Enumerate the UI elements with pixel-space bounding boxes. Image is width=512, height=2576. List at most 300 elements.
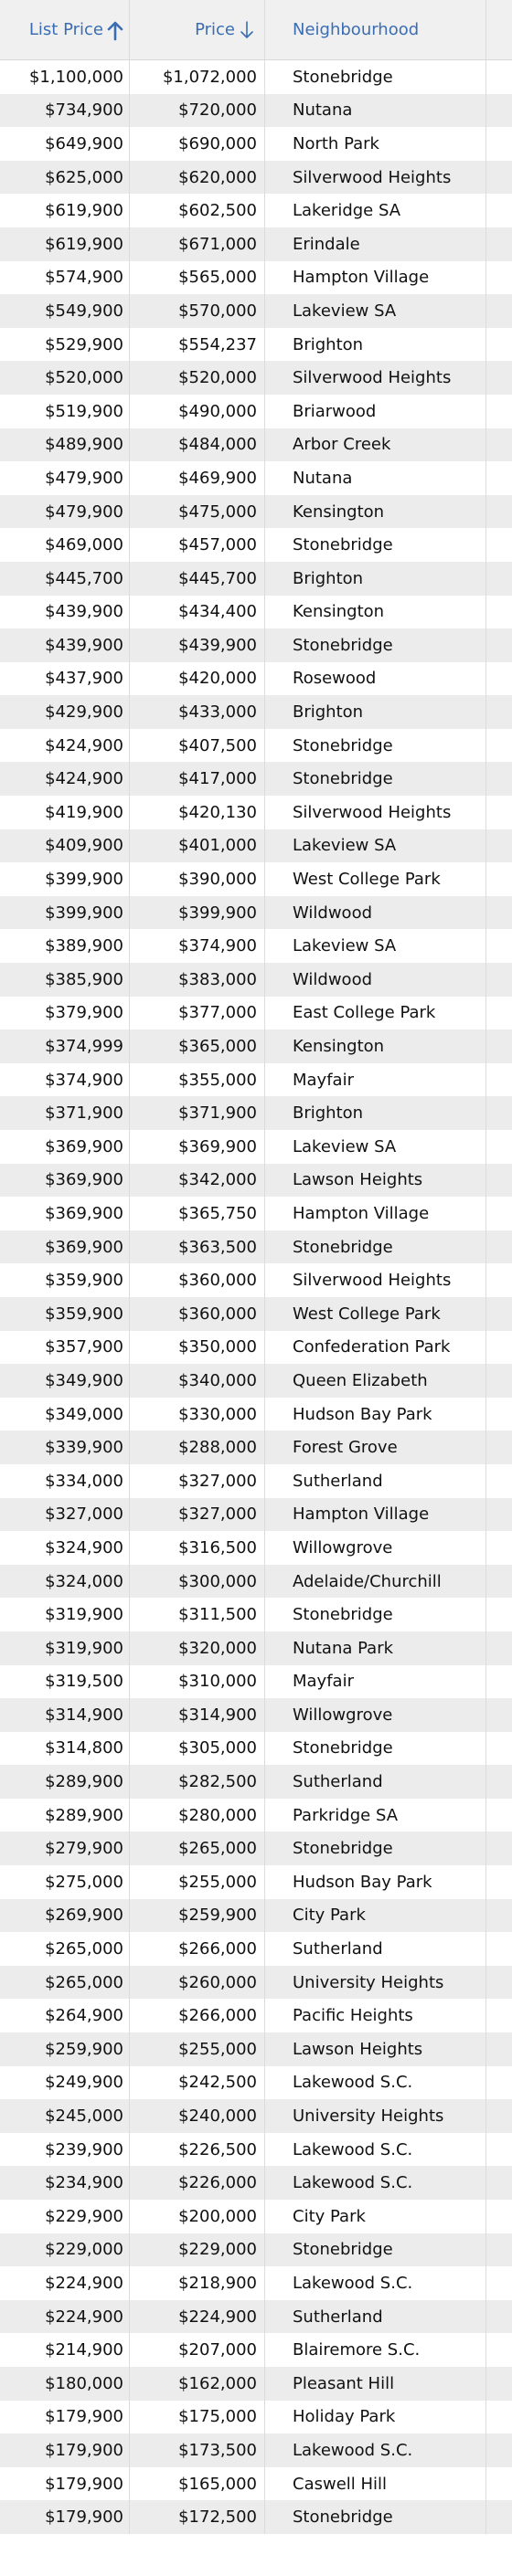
neighbourhood-cell: Sutherland xyxy=(265,1765,486,1799)
price-cell: $288,000 xyxy=(130,1431,265,1464)
extra-cell xyxy=(486,2266,512,2300)
extra-cell xyxy=(486,395,512,428)
extra-cell xyxy=(486,261,512,295)
list-price-cell: $399,900 xyxy=(0,896,130,930)
extra-cell xyxy=(486,1598,512,1631)
extra-cell xyxy=(486,194,512,227)
extra-cell xyxy=(486,328,512,362)
table-row[interactable] xyxy=(0,428,512,462)
table-row[interactable] xyxy=(0,2266,512,2300)
table-row[interactable] xyxy=(0,1999,512,2032)
extra-cell xyxy=(486,1029,512,1063)
list-price-cell: $520,000 xyxy=(0,361,130,395)
table-row[interactable] xyxy=(0,1932,512,1966)
extra-cell xyxy=(486,1230,512,1264)
list-price-cell: $324,900 xyxy=(0,1531,130,1565)
neighbourhood-cell: Queen Elizabeth xyxy=(265,1364,486,1398)
extra-cell xyxy=(486,829,512,863)
extra-cell xyxy=(486,2166,512,2200)
arrow-up-icon xyxy=(105,19,125,41)
neighbourhood-cell: Pacific Heights xyxy=(265,1999,486,2032)
price-cell: $420,000 xyxy=(130,662,265,696)
extra-cell xyxy=(486,997,512,1030)
price-cell: $390,000 xyxy=(130,862,265,896)
price-cell: $173,500 xyxy=(130,2433,265,2467)
neighbourhood-cell: Lakewood S.C. xyxy=(265,2266,486,2300)
list-price-cell: $424,900 xyxy=(0,762,130,796)
extra-cell xyxy=(486,796,512,829)
table-row[interactable] xyxy=(0,796,512,829)
neighbourhood-cell: Holiday Park xyxy=(265,2401,486,2434)
table-row[interactable] xyxy=(0,695,512,729)
table-row[interactable] xyxy=(0,94,512,128)
price-cell: $407,500 xyxy=(130,729,265,763)
price-cell: $371,900 xyxy=(130,1096,265,1130)
neighbourhood-cell: Hampton Village xyxy=(265,261,486,295)
table-row[interactable] xyxy=(0,1765,512,1799)
neighbourhood-cell: West College Park xyxy=(265,1297,486,1331)
extra-cell xyxy=(486,1164,512,1198)
extra-cell xyxy=(486,1464,512,1498)
extra-cell xyxy=(486,1865,512,1899)
table-row[interactable] xyxy=(0,929,512,963)
table-row[interactable] xyxy=(0,261,512,295)
price-cell: $520,000 xyxy=(130,361,265,395)
table-row[interactable] xyxy=(0,896,512,930)
price-cell: $401,000 xyxy=(130,829,265,863)
neighbourhood-cell: Stonebridge xyxy=(265,60,486,94)
list-price-cell: $264,900 xyxy=(0,1999,130,2032)
price-cell: $266,000 xyxy=(130,1999,265,2032)
price-cell: $282,500 xyxy=(130,1765,265,1799)
neighbourhood-cell: Rosewood xyxy=(265,662,486,696)
neighbourhood-cell: Silverwood Heights xyxy=(265,361,486,395)
extra-cell xyxy=(486,2333,512,2367)
price-cell: $383,000 xyxy=(130,963,265,997)
extra-cell xyxy=(486,929,512,963)
extra-cell xyxy=(486,1799,512,1832)
extra-cell xyxy=(486,2032,512,2066)
list-price-cell: $359,900 xyxy=(0,1297,130,1331)
neighbourhood-cell: Lakewood S.C. xyxy=(265,2166,486,2200)
table-row[interactable] xyxy=(0,2166,512,2200)
table-row[interactable] xyxy=(0,1498,512,1532)
list-price-cell: $314,800 xyxy=(0,1732,130,1766)
list-price-cell: $319,900 xyxy=(0,1598,130,1631)
table-row[interactable] xyxy=(0,1732,512,1766)
neighbourhood-cell: City Park xyxy=(265,1899,486,1933)
price-cell: $484,000 xyxy=(130,428,265,462)
list-price-cell: $180,000 xyxy=(0,2367,130,2401)
price-cell: $720,000 xyxy=(130,94,265,128)
list-price-cell: $289,900 xyxy=(0,1799,130,1832)
price-cell: $365,000 xyxy=(130,1029,265,1063)
neighbourhood-cell: Kensington xyxy=(265,495,486,529)
neighbourhood-cell: Lakeview SA xyxy=(265,929,486,963)
table-row[interactable] xyxy=(0,1063,512,1097)
table-row[interactable] xyxy=(0,1096,512,1130)
extra-cell xyxy=(486,2367,512,2401)
extra-cell xyxy=(486,662,512,696)
extra-cell xyxy=(486,695,512,729)
neighbourhood-cell: Silverwood Heights xyxy=(265,1263,486,1297)
table-row[interactable] xyxy=(0,60,512,94)
neighbourhood-cell: Forest Grove xyxy=(265,1431,486,1464)
price-cell: $327,000 xyxy=(130,1498,265,1532)
list-price-cell: $265,000 xyxy=(0,1966,130,2000)
price-cell: $280,000 xyxy=(130,1799,265,1832)
neighbourhood-cell: Lawson Heights xyxy=(265,1164,486,1198)
extra-cell xyxy=(486,2300,512,2334)
neighbourhood-cell: Stonebridge xyxy=(265,628,486,662)
price-cell: $620,000 xyxy=(130,161,265,195)
extra-cell xyxy=(486,562,512,596)
table-row[interactable] xyxy=(0,1230,512,1264)
neighbourhood-cell: Brighton xyxy=(265,1096,486,1130)
price-cell: $320,000 xyxy=(130,1631,265,1665)
extra-cell xyxy=(486,1732,512,1766)
neighbourhood-cell: Lakeridge SA xyxy=(265,194,486,227)
extra-cell xyxy=(486,1999,512,2032)
price-cell: $255,000 xyxy=(130,1865,265,1899)
neighbourhood-cell: Nutana Park xyxy=(265,1631,486,1665)
list-price-cell: $1,100,000 xyxy=(0,60,130,94)
table-row[interactable] xyxy=(0,1263,512,1297)
table-row[interactable] xyxy=(0,2233,512,2267)
price-cell: $434,400 xyxy=(130,596,265,629)
extra-cell xyxy=(486,1531,512,1565)
extra-cell xyxy=(486,495,512,529)
extra-cell xyxy=(486,1932,512,1966)
table-row[interactable] xyxy=(0,1865,512,1899)
list-price-cell: $245,000 xyxy=(0,2099,130,2133)
list-price-cell: $229,000 xyxy=(0,2233,130,2267)
table-row[interactable] xyxy=(0,1799,512,1832)
list-price-cell: $439,900 xyxy=(0,628,130,662)
neighbourhood-cell: Lakewood S.C. xyxy=(265,2433,486,2467)
table-row[interactable] xyxy=(0,2032,512,2066)
price-cell: $224,900 xyxy=(130,2300,265,2334)
list-price-cell: $334,000 xyxy=(0,1464,130,1498)
table-row[interactable] xyxy=(0,2133,512,2167)
list-price-cell: $379,900 xyxy=(0,997,130,1030)
table-row[interactable] xyxy=(0,1029,512,1063)
price-cell: $360,000 xyxy=(130,1263,265,1297)
table-row[interactable] xyxy=(0,2467,512,2501)
price-cell: $417,000 xyxy=(130,762,265,796)
neighbourhood-cell: Stonebridge xyxy=(265,729,486,763)
neighbourhood-cell: Wildwood xyxy=(265,896,486,930)
neighbourhood-cell: Hampton Village xyxy=(265,1498,486,1532)
table-row[interactable] xyxy=(0,1297,512,1331)
price-cell: $300,000 xyxy=(130,1565,265,1599)
table-row[interactable] xyxy=(0,2433,512,2467)
neighbourhood-cell: Parkridge SA xyxy=(265,1799,486,1832)
extra-cell xyxy=(486,1431,512,1464)
extra-cell xyxy=(486,1263,512,1297)
extra-cell xyxy=(486,2066,512,2100)
extra-cell xyxy=(486,2200,512,2233)
table-row[interactable] xyxy=(0,395,512,428)
price-cell: $207,000 xyxy=(130,2333,265,2367)
price-cell: $445,700 xyxy=(130,562,265,596)
extra-cell xyxy=(486,294,512,328)
extra-cell xyxy=(486,1832,512,1865)
list-price-cell: $619,900 xyxy=(0,227,130,261)
neighbourhood-cell: Stonebridge xyxy=(265,1598,486,1631)
list-price-cell: $275,000 xyxy=(0,1865,130,1899)
price-cell: $260,000 xyxy=(130,1966,265,2000)
neighbourhood-cell: Stonebridge xyxy=(265,762,486,796)
extra-cell xyxy=(486,1063,512,1097)
price-cell: $226,500 xyxy=(130,2133,265,2167)
list-price-cell: $549,900 xyxy=(0,294,130,328)
neighbourhood-cell: North Park xyxy=(265,127,486,161)
price-cell: $363,500 xyxy=(130,1230,265,1264)
table-row[interactable] xyxy=(0,997,512,1030)
table-row[interactable] xyxy=(0,294,512,328)
table-row[interactable] xyxy=(0,862,512,896)
price-cell: $342,000 xyxy=(130,1164,265,1198)
table-body xyxy=(0,60,512,2534)
extra-cell xyxy=(486,1631,512,1665)
list-price-cell: $374,900 xyxy=(0,1063,130,1097)
extra-cell xyxy=(486,1966,512,2000)
price-cell: $316,500 xyxy=(130,1531,265,1565)
table-row[interactable] xyxy=(0,2099,512,2133)
column-header-list-price[interactable] xyxy=(0,0,130,59)
table-row[interactable] xyxy=(0,1398,512,1431)
table-row[interactable] xyxy=(0,762,512,796)
column-header-list-price-label: List Price xyxy=(28,20,103,39)
list-price-cell: $179,900 xyxy=(0,2433,130,2467)
table-row[interactable] xyxy=(0,1698,512,1732)
price-cell: $469,900 xyxy=(130,461,265,495)
table-row[interactable] xyxy=(0,227,512,261)
table-row[interactable] xyxy=(0,1598,512,1631)
extra-cell xyxy=(486,127,512,161)
table-row[interactable] xyxy=(0,1164,512,1198)
table-row[interactable] xyxy=(0,596,512,629)
list-price-cell: $214,900 xyxy=(0,2333,130,2367)
price-cell: $475,000 xyxy=(130,495,265,529)
extra-cell xyxy=(486,461,512,495)
table-row[interactable] xyxy=(0,161,512,195)
extra-cell xyxy=(486,762,512,796)
list-price-cell: $369,900 xyxy=(0,1130,130,1164)
price-cell: $242,500 xyxy=(130,2066,265,2100)
list-price-cell: $389,900 xyxy=(0,929,130,963)
extra-cell xyxy=(486,2133,512,2167)
neighbourhood-cell: Hampton Village xyxy=(265,1197,486,1230)
extra-cell xyxy=(486,1398,512,1431)
table-row[interactable] xyxy=(0,1531,512,1565)
price-cell: $265,000 xyxy=(130,1832,265,1865)
list-price-cell: $179,900 xyxy=(0,2401,130,2434)
list-price-cell: $399,900 xyxy=(0,862,130,896)
neighbourhood-cell: Willowgrove xyxy=(265,1531,486,1565)
extra-cell xyxy=(486,227,512,261)
list-price-cell: $374,999 xyxy=(0,1029,130,1063)
table-row[interactable] xyxy=(0,461,512,495)
table-row[interactable] xyxy=(0,2300,512,2334)
list-price-cell: $239,900 xyxy=(0,2133,130,2167)
list-price-cell: $469,000 xyxy=(0,528,130,562)
table-row[interactable] xyxy=(0,1197,512,1230)
price-cell: $399,900 xyxy=(130,896,265,930)
list-price-cell: $409,900 xyxy=(0,829,130,863)
neighbourhood-cell: Adelaide/Churchill xyxy=(265,1565,486,1599)
list-price-cell: $445,700 xyxy=(0,562,130,596)
table-row[interactable] xyxy=(0,662,512,696)
price-cell: $240,000 xyxy=(130,2099,265,2133)
extra-cell xyxy=(486,1698,512,1732)
table-row[interactable] xyxy=(0,1431,512,1464)
table-row[interactable] xyxy=(0,495,512,529)
extra-cell xyxy=(486,2233,512,2267)
table-row[interactable] xyxy=(0,1665,512,1699)
table-row[interactable] xyxy=(0,729,512,763)
list-price-cell: $519,900 xyxy=(0,395,130,428)
neighbourhood-cell: Sutherland xyxy=(265,1464,486,1498)
table-row[interactable] xyxy=(0,1331,512,1365)
extra-cell xyxy=(486,1565,512,1599)
neighbourhood-cell: Stonebridge xyxy=(265,1732,486,1766)
table-row[interactable] xyxy=(0,829,512,863)
price-cell: $266,000 xyxy=(130,1932,265,1966)
price-cell: $175,000 xyxy=(130,2401,265,2434)
extra-cell xyxy=(486,596,512,629)
price-cell: $310,000 xyxy=(130,1665,265,1699)
price-cell: $172,500 xyxy=(130,2500,265,2534)
extra-cell xyxy=(486,963,512,997)
list-price-cell: $437,900 xyxy=(0,662,130,696)
extra-cell xyxy=(486,1197,512,1230)
table-row[interactable] xyxy=(0,194,512,227)
column-header-price[interactable] xyxy=(130,0,265,59)
neighbourhood-cell: West College Park xyxy=(265,862,486,896)
list-price-cell: $279,900 xyxy=(0,1832,130,1865)
price-cell: $330,000 xyxy=(130,1398,265,1431)
price-cell: $305,000 xyxy=(130,1732,265,1766)
list-price-cell: $369,900 xyxy=(0,1230,130,1264)
list-price-cell: $269,900 xyxy=(0,1899,130,1933)
neighbourhood-cell: Lakewood S.C. xyxy=(265,2066,486,2100)
table-row[interactable] xyxy=(0,1631,512,1665)
list-price-cell: $349,900 xyxy=(0,1364,130,1398)
list-price-cell: $339,900 xyxy=(0,1431,130,1464)
table-row[interactable] xyxy=(0,361,512,395)
price-cell: $433,000 xyxy=(130,695,265,729)
price-cell: $1,072,000 xyxy=(130,60,265,94)
table-row[interactable] xyxy=(0,2333,512,2367)
column-header-extra xyxy=(486,0,512,59)
extra-cell xyxy=(486,2433,512,2467)
column-header-price-label: Price xyxy=(195,20,235,39)
neighbourhood-cell: Lakeview SA xyxy=(265,1130,486,1164)
extra-cell xyxy=(486,1899,512,1933)
table-row[interactable] xyxy=(0,963,512,997)
table-row[interactable] xyxy=(0,1966,512,2000)
list-price-cell: $734,900 xyxy=(0,94,130,128)
neighbourhood-cell: Hudson Bay Park xyxy=(265,1865,486,1899)
neighbourhood-cell: Stonebridge xyxy=(265,2233,486,2267)
column-header-neighbourhood-label: Neighbourhood xyxy=(293,20,420,39)
neighbourhood-cell: City Park xyxy=(265,2200,486,2233)
extra-cell xyxy=(486,896,512,930)
neighbourhood-cell: Nutana xyxy=(265,94,486,128)
price-cell: $327,000 xyxy=(130,1464,265,1498)
list-price-cell: $385,900 xyxy=(0,963,130,997)
table-row[interactable] xyxy=(0,562,512,596)
price-cell: $255,000 xyxy=(130,2032,265,2066)
table-row[interactable] xyxy=(0,2500,512,2534)
neighbourhood-cell: Stonebridge xyxy=(265,2500,486,2534)
table-row[interactable] xyxy=(0,328,512,362)
list-price-cell: $327,000 xyxy=(0,1498,130,1532)
table-row[interactable] xyxy=(0,1899,512,1933)
table-row[interactable] xyxy=(0,2200,512,2233)
table-row[interactable] xyxy=(0,1565,512,1599)
list-price-cell: $419,900 xyxy=(0,796,130,829)
extra-cell xyxy=(486,628,512,662)
price-cell: $602,500 xyxy=(130,194,265,227)
extra-cell xyxy=(486,862,512,896)
neighbourhood-cell: Stonebridge xyxy=(265,1832,486,1865)
neighbourhood-cell: Lakewood S.C. xyxy=(265,2133,486,2167)
table-row[interactable] xyxy=(0,127,512,161)
neighbourhood-cell: Nutana xyxy=(265,461,486,495)
neighbourhood-cell: Briarwood xyxy=(265,395,486,428)
price-cell: $570,000 xyxy=(130,294,265,328)
table-row[interactable] xyxy=(0,2367,512,2401)
table-row[interactable] xyxy=(0,1832,512,1865)
extra-cell xyxy=(486,1765,512,1799)
price-cell: $671,000 xyxy=(130,227,265,261)
table-row[interactable] xyxy=(0,628,512,662)
extra-cell xyxy=(486,161,512,195)
table-row[interactable] xyxy=(0,2401,512,2434)
list-price-cell: $439,900 xyxy=(0,596,130,629)
extra-cell xyxy=(486,1364,512,1398)
neighbourhood-cell: Sutherland xyxy=(265,2300,486,2334)
list-price-cell: $424,900 xyxy=(0,729,130,763)
neighbourhood-cell: Confederation Park xyxy=(265,1331,486,1365)
neighbourhood-cell: Brighton xyxy=(265,695,486,729)
price-cell: $377,000 xyxy=(130,997,265,1030)
list-price-cell: $265,000 xyxy=(0,1932,130,1966)
neighbourhood-cell: Willowgrove xyxy=(265,1698,486,1732)
neighbourhood-cell: Arbor Creek xyxy=(265,428,486,462)
table-row[interactable] xyxy=(0,1464,512,1498)
list-price-cell: $625,000 xyxy=(0,161,130,195)
price-cell: $365,750 xyxy=(130,1197,265,1230)
neighbourhood-cell: Caswell Hill xyxy=(265,2467,486,2501)
table-row[interactable] xyxy=(0,1130,512,1164)
price-cell: $229,000 xyxy=(130,2233,265,2267)
extra-cell xyxy=(486,1498,512,1532)
extra-cell xyxy=(486,2099,512,2133)
extra-cell xyxy=(486,60,512,94)
column-header-neighbourhood[interactable] xyxy=(265,0,486,59)
price-cell: $200,000 xyxy=(130,2200,265,2233)
table-row[interactable] xyxy=(0,2066,512,2100)
price-cell: $355,000 xyxy=(130,1063,265,1097)
table-row[interactable] xyxy=(0,528,512,562)
neighbourhood-cell: Hudson Bay Park xyxy=(265,1398,486,1431)
neighbourhood-cell: Sutherland xyxy=(265,1932,486,1966)
table-row[interactable] xyxy=(0,1364,512,1398)
